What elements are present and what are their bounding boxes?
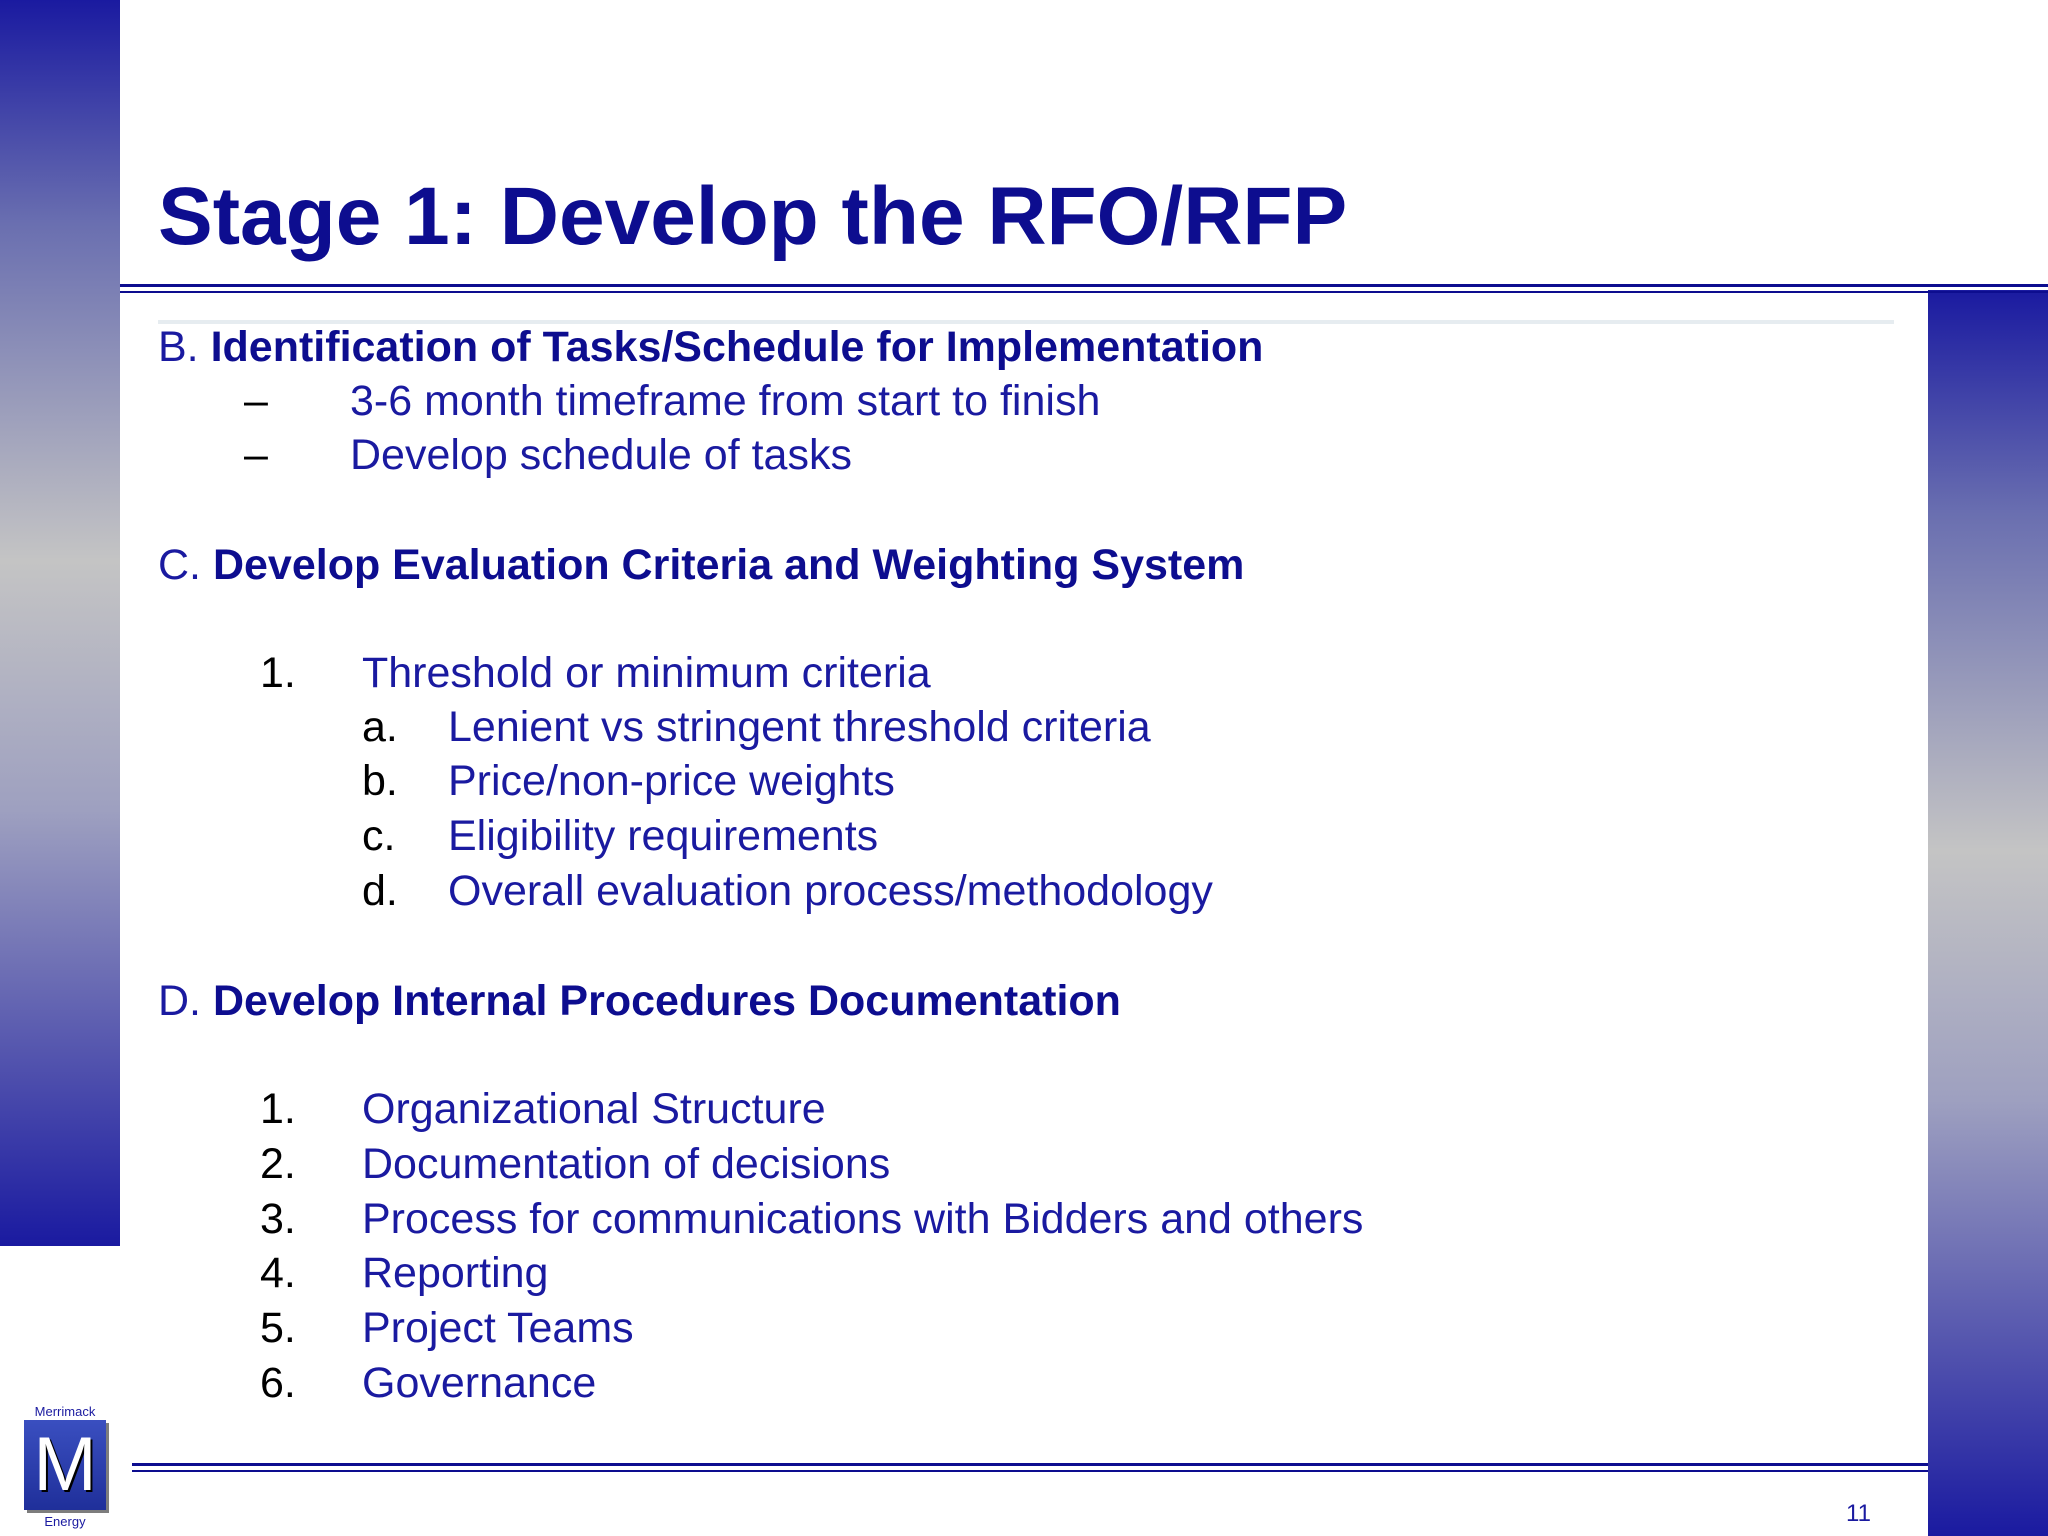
section-b-prefix: B. bbox=[158, 323, 199, 371]
page-number: 11 bbox=[1846, 1500, 1871, 1527]
list-number: 3. bbox=[260, 1195, 296, 1243]
list-number: 5. bbox=[260, 1304, 296, 1352]
list-item-text: Reporting bbox=[362, 1249, 549, 1297]
sub-list-letter: d. bbox=[362, 867, 398, 915]
slide-title: Stage 1: Develop the RFO/RFP bbox=[158, 171, 1348, 262]
list-number: 1. bbox=[260, 649, 296, 697]
list-item-text: Project Teams bbox=[362, 1304, 634, 1352]
list-item-text: Threshold or minimum criteria bbox=[362, 649, 931, 697]
logo-top-text: Merrimack bbox=[34, 1404, 96, 1419]
footer-divider-thin bbox=[132, 1470, 1928, 1472]
sub-list-letter: b. bbox=[362, 757, 398, 805]
sub-list-letter: a. bbox=[362, 703, 398, 751]
merrimack-energy-logo bbox=[22, 1404, 108, 1528]
section-c-title: Develop Evaluation Criteria and Weighting System bbox=[212, 541, 1245, 589]
logo-bottom-text: Energy bbox=[44, 1514, 86, 1529]
list-item-text: 3-6 month timeframe from start to finish bbox=[350, 377, 1101, 425]
sub-list-item-text: Overall evaluation process/methodology bbox=[448, 867, 1213, 915]
list-number: 6. bbox=[260, 1359, 296, 1407]
bullet-marker: – bbox=[244, 431, 268, 479]
logo-letter: M bbox=[24, 1420, 106, 1510]
section-b-title: Identification of Tasks/Schedule for Implementation bbox=[210, 323, 1264, 371]
list-number: 1. bbox=[260, 1085, 296, 1133]
sub-list-letter: c. bbox=[362, 812, 396, 860]
sub-list-item-text: Lenient vs stringent threshold criteria bbox=[448, 703, 1151, 751]
list-item-text: Governance bbox=[362, 1359, 597, 1407]
section-d-prefix: D. bbox=[158, 977, 201, 1025]
list-item bbox=[244, 431, 268, 479]
list-number: 2. bbox=[260, 1140, 296, 1188]
list-number: 4. bbox=[260, 1249, 296, 1297]
sub-list-item-text: Price/non-price weights bbox=[448, 757, 895, 805]
footer-divider bbox=[132, 1463, 1928, 1466]
list-item bbox=[244, 377, 268, 425]
section-c-prefix: C. bbox=[158, 541, 201, 589]
section-b-heading bbox=[158, 323, 1264, 371]
list-item-text: Organizational Structure bbox=[362, 1085, 826, 1133]
section-c-heading bbox=[158, 541, 1245, 589]
section-d-title: Develop Internal Procedures Documentation bbox=[212, 977, 1121, 1025]
bullet-marker: – bbox=[244, 377, 268, 425]
sub-list-item-text: Eligibility requirements bbox=[448, 812, 879, 860]
list-item-text: Process for communications with Bidders and others bbox=[362, 1195, 1364, 1243]
section-d-heading bbox=[158, 977, 1121, 1025]
list-item-text: Documentation of decisions bbox=[362, 1140, 891, 1188]
list-item-text: Develop schedule of tasks bbox=[350, 431, 852, 479]
